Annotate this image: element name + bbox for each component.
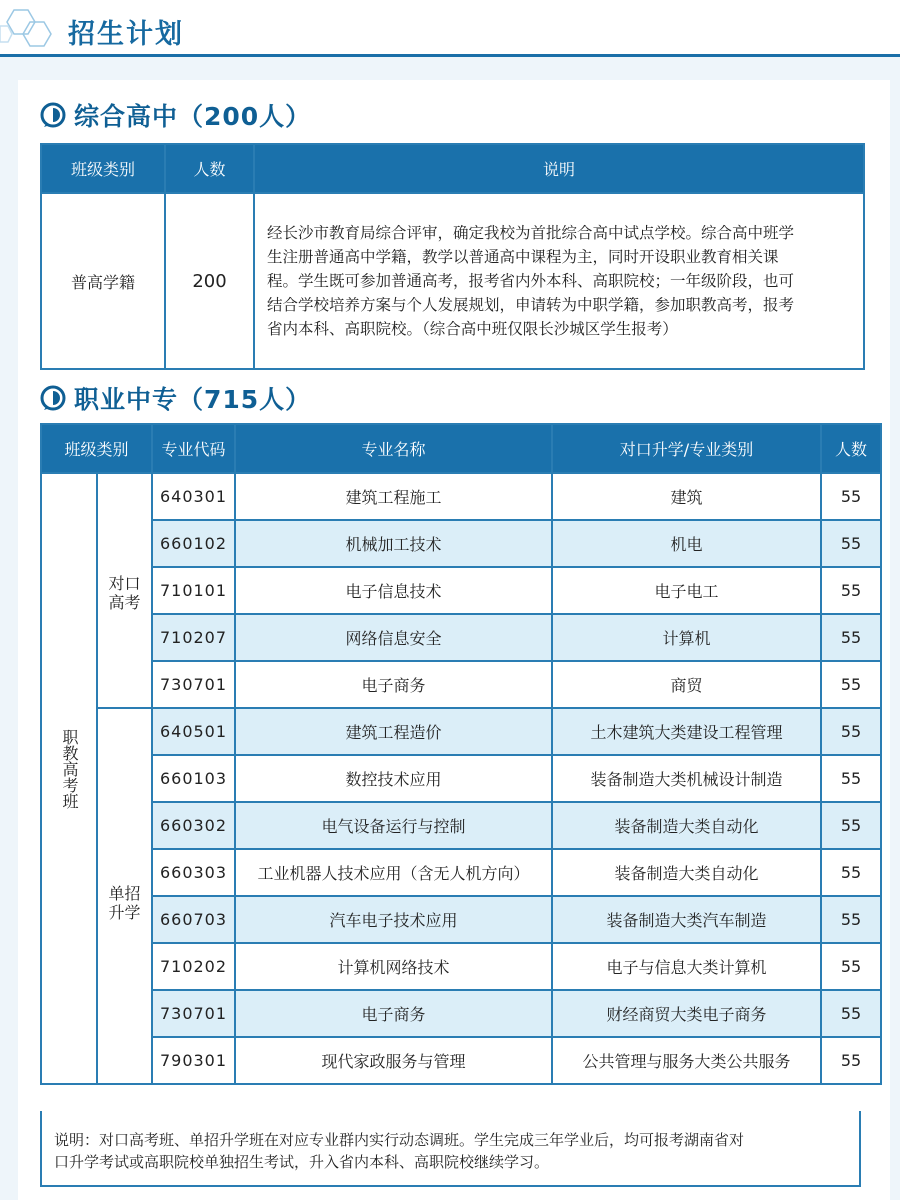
major-category-cell: 机电 xyxy=(552,520,821,567)
header-major-name: 专业名称 xyxy=(235,424,552,473)
major-code-cell: 710202 xyxy=(152,943,235,990)
desc-line: 程。学生既可参加普通高考，报考省内外本科、高职院校；一年级阶段，也可 xyxy=(267,272,795,290)
table-row xyxy=(41,755,881,802)
table-row xyxy=(41,943,881,990)
table-row xyxy=(41,614,881,661)
major-name-cell: 建筑工程施工 xyxy=(235,473,552,520)
page-header xyxy=(0,0,900,56)
major-code-cell: 660102 xyxy=(152,520,235,567)
count-cell: 55 xyxy=(821,943,881,990)
major-category-cell: 计算机 xyxy=(552,614,821,661)
vocational-school-table xyxy=(40,423,882,1085)
subgroup-label: 单招 xyxy=(108,884,141,903)
major-category-cell: 土木建筑大类建设工程管理 xyxy=(552,708,821,755)
table-row xyxy=(41,473,881,520)
desc-line: 经长沙市教育局综合评审，确定我校为首批综合高中试点学校。综合高中班学 xyxy=(267,224,795,242)
major-name-cell: 机械加工技术 xyxy=(235,520,552,567)
count-cell: 55 xyxy=(821,661,881,708)
speech-bubble-icon xyxy=(40,385,66,411)
major-code-cell: 730701 xyxy=(152,990,235,1037)
count-cell: 200 xyxy=(165,193,254,369)
subgroup-cell-duikou xyxy=(97,473,152,708)
table-row xyxy=(41,567,881,614)
header-divider xyxy=(0,54,900,57)
major-name-cell: 汽车电子技术应用 xyxy=(235,896,552,943)
major-category-cell: 装备制造大类汽车制造 xyxy=(552,896,821,943)
major-name-cell: 计算机网络技术 xyxy=(235,943,552,990)
speech-bubble-icon xyxy=(40,102,66,128)
major-category-cell: 商贸 xyxy=(552,661,821,708)
major-code-cell: 660703 xyxy=(152,896,235,943)
major-category-cell: 装备制造大类自动化 xyxy=(552,802,821,849)
major-name-cell: 电气设备运行与控制 xyxy=(235,802,552,849)
major-name-cell: 网络信息安全 xyxy=(235,614,552,661)
note-box xyxy=(40,1111,861,1187)
major-code-cell: 660303 xyxy=(152,849,235,896)
major-category-cell: 财经商贸大类电子商务 xyxy=(552,990,821,1037)
count-cell: 55 xyxy=(821,1037,881,1084)
table-row xyxy=(41,802,881,849)
major-code-cell: 710101 xyxy=(152,567,235,614)
table-row xyxy=(41,896,881,943)
major-category-cell: 装备制造大类机械设计制造 xyxy=(552,755,821,802)
subgroup-label: 高考 xyxy=(108,593,141,612)
major-name-cell: 电子商务 xyxy=(235,661,552,708)
major-code-cell: 710207 xyxy=(152,614,235,661)
subgroup-label: 升学 xyxy=(108,903,141,922)
count-cell: 55 xyxy=(821,473,881,520)
hexagon-decoration-icon xyxy=(0,6,52,50)
section2-title: 职业中专（715人） xyxy=(74,385,312,414)
count-cell: 55 xyxy=(821,849,881,896)
major-category-cell: 电子电工 xyxy=(552,567,821,614)
note-line: 说明：对口高考班、单招升学班在对应专业群内实行动态调班。学生完成三年学业后，均可报考湖南省对 xyxy=(54,1131,745,1149)
table-row xyxy=(41,520,881,567)
major-code-cell: 660103 xyxy=(152,755,235,802)
major-name-cell: 工业机器人技术应用（含无人机方向） xyxy=(235,849,552,896)
table-row xyxy=(41,708,881,755)
header-class-category: 班级类别 xyxy=(41,144,165,193)
header-class-category: 班级类别 xyxy=(41,424,152,473)
note-line: 口升学考试或高职院校单独招生考试，升入省内本科、高职院校继续学习。 xyxy=(54,1153,550,1171)
group-main-cell xyxy=(41,473,97,1084)
major-name-cell: 数控技术应用 xyxy=(235,755,552,802)
major-code-cell: 640501 xyxy=(152,708,235,755)
header-description: 说明 xyxy=(254,144,864,193)
major-code-cell: 730701 xyxy=(152,661,235,708)
desc-line: 省内本科、高职院校。（综合高中班仅限长沙城区学生报考） xyxy=(267,320,678,338)
table-row xyxy=(41,990,881,1037)
major-category-cell: 建筑 xyxy=(552,473,821,520)
count-cell: 55 xyxy=(821,990,881,1037)
table-row xyxy=(41,661,881,708)
major-name-cell: 现代家政服务与管理 xyxy=(235,1037,552,1084)
major-code-cell: 640301 xyxy=(152,473,235,520)
count-cell: 55 xyxy=(821,520,881,567)
category-cell: 普高学籍 xyxy=(41,193,165,369)
count-cell: 55 xyxy=(821,896,881,943)
header-count: 人数 xyxy=(165,144,254,193)
subgroup-label: 对口 xyxy=(108,574,141,593)
major-name-cell: 电子信息技术 xyxy=(235,567,552,614)
major-name-cell: 建筑工程造价 xyxy=(235,708,552,755)
section2-heading xyxy=(40,380,311,416)
page-title: 招生计划 xyxy=(68,19,184,50)
table-row xyxy=(41,1037,881,1084)
count-cell: 55 xyxy=(821,614,881,661)
section1-heading xyxy=(40,97,311,133)
section1-title: 综合高中（200人） xyxy=(74,102,312,131)
major-name-cell: 电子商务 xyxy=(235,990,552,1037)
table-row xyxy=(41,849,881,896)
major-code-cell: 790301 xyxy=(152,1037,235,1084)
major-category-cell: 装备制造大类自动化 xyxy=(552,849,821,896)
comprehensive-high-school-table xyxy=(40,143,865,370)
desc-line: 结合学校培养方案与个人发展规划，申请转为中职学籍，参加职教高考，报考 xyxy=(267,296,795,314)
count-cell: 55 xyxy=(821,755,881,802)
count-cell: 55 xyxy=(821,567,881,614)
major-category-cell: 公共管理与服务大类公共服务 xyxy=(552,1037,821,1084)
header-major-category: 对口升学/专业类别 xyxy=(552,424,821,473)
count-cell: 55 xyxy=(821,708,881,755)
group-main-label: 职教高考班 xyxy=(60,729,79,809)
subgroup-cell-danzhao xyxy=(97,708,152,1084)
description-cell xyxy=(254,193,864,369)
desc-line: 生注册普通高中学籍，教学以普通高中课程为主，同时开设职业教育相关课 xyxy=(267,248,779,266)
header-count: 人数 xyxy=(821,424,881,473)
header-major-code: 专业代码 xyxy=(152,424,235,473)
major-category-cell: 电子与信息大类计算机 xyxy=(552,943,821,990)
count-cell: 55 xyxy=(821,802,881,849)
major-code-cell: 660302 xyxy=(152,802,235,849)
